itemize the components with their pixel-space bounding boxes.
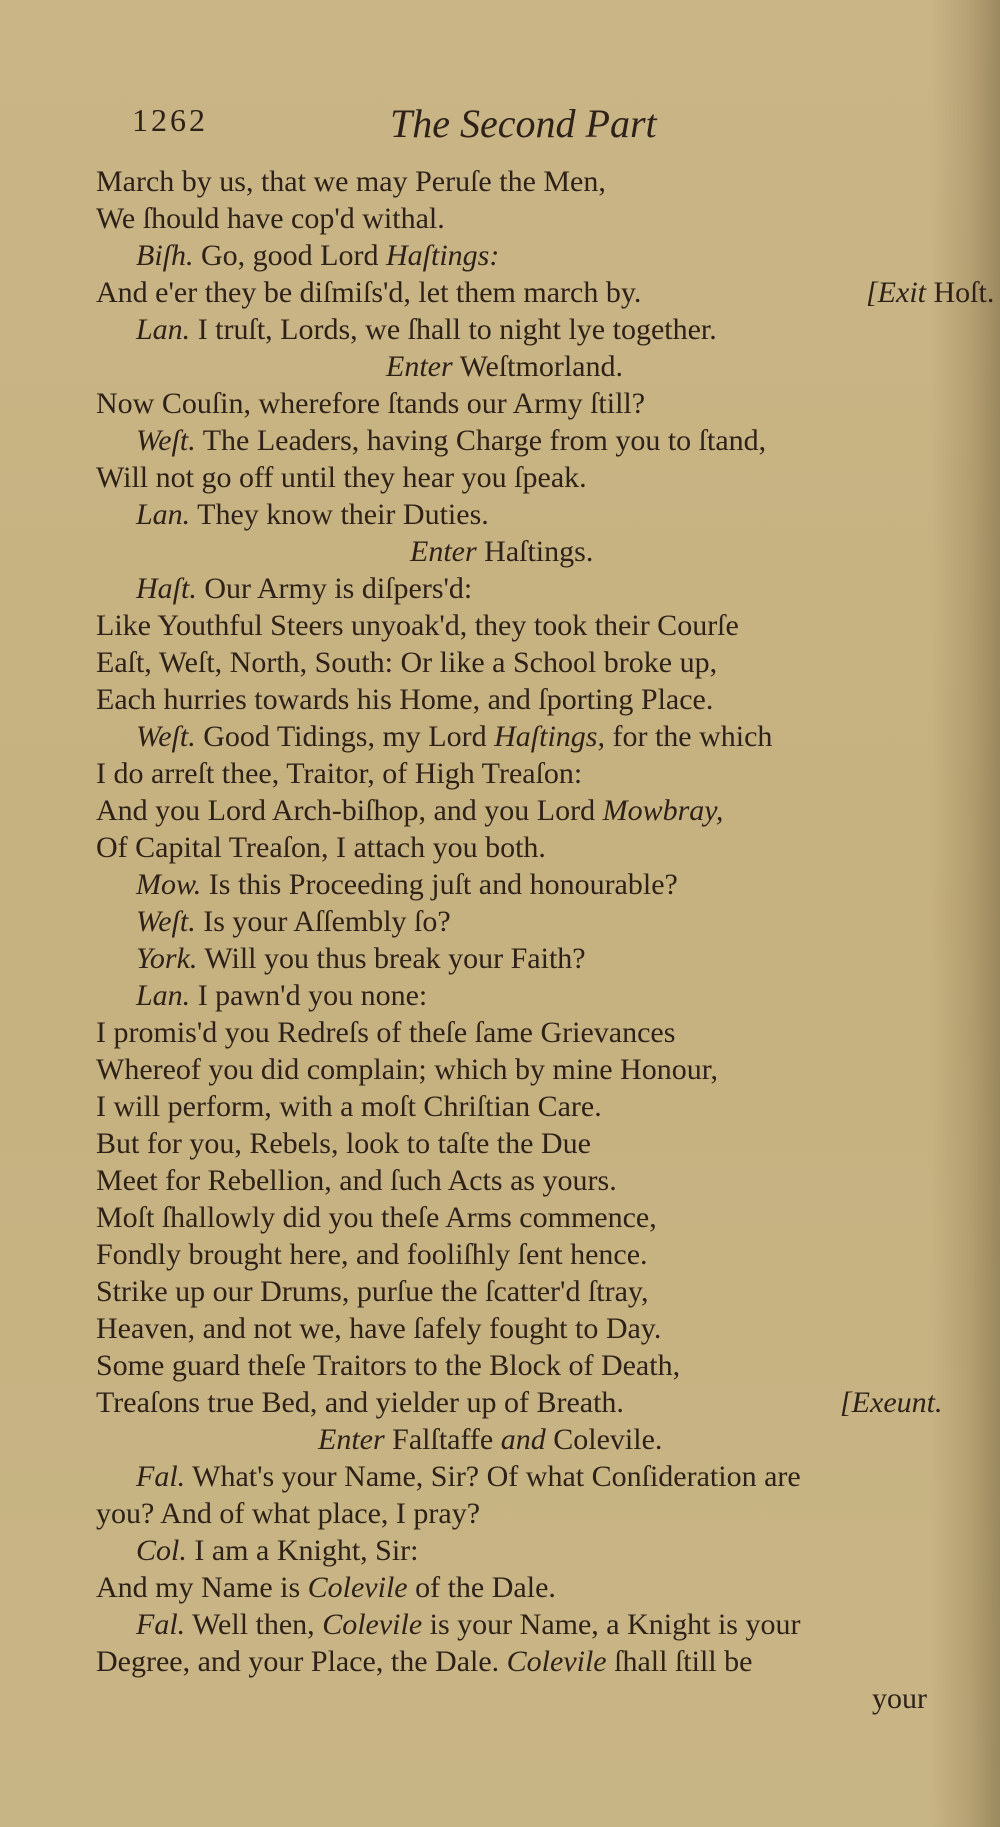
verse-line [0,644,1000,681]
verse-line [0,1273,1000,1310]
speech-line [0,1458,1000,1495]
line-text: We ſhould have cop'd withal. [96,202,445,235]
speech-line [0,866,1000,903]
line-text: Degree, and your Place, the Dale. [96,1645,507,1678]
line-text: Will not go off until they hear you ſpeak. [96,461,587,494]
line-text: I truſt, Lords, we ſhall to night lye together. [190,313,717,346]
line-text: is your Name, a Knight is your [422,1608,801,1641]
line-text: What's your Name, Sir? Of what Conſideration are [185,1460,801,1493]
line-text: I pawn'd you none: [190,979,428,1012]
line-text: of the Dale. [407,1571,556,1604]
verse-line [0,1347,1000,1384]
verse-line [0,1569,1000,1606]
exit-direction [866,274,994,311]
speech-line [0,237,1000,274]
speaker-name: York. [136,942,198,975]
direction-italic: Enter [386,350,453,383]
line-text: They know their Duties. [190,498,489,531]
direction-text: Haſtings. [476,535,594,568]
speaker-name: Weſt. [136,720,196,753]
play-text [0,163,1000,1717]
line-text: Well then, [185,1608,323,1641]
speech-line [0,940,1000,977]
exit-italic: [Exeunt. [840,1386,943,1419]
italic-word: Colevile [322,1608,423,1641]
speaker-name: Biſh. [136,239,194,272]
line-text: Now Couſin, wherefore ſtands our Army ſtill? [96,387,646,420]
line-text: I am a Knight, Sir: [186,1534,419,1567]
line-text: Of Capital Treaſon, I attach you both. [96,831,546,864]
speaker-name: Lan. [136,498,191,531]
line-text: March by us, that we may Peruſe the Men, [96,165,606,198]
verse-line [0,1495,1000,1532]
speaker-name: Lan. [136,979,191,1012]
stage-direction [0,533,1000,570]
running-title: The Second Part [390,101,657,146]
line-text: Some guard theſe Traitors to the Block of Death, [96,1349,681,1382]
speaker-name: Haſt. [136,572,197,605]
italic-word: Haſtings: [385,239,500,272]
verse-line [0,385,1000,422]
verse-line [0,1236,1000,1273]
line-text: And you Lord Arch-biſhop, and you Lord [96,794,603,827]
direction-italic: and [500,1423,546,1456]
speech-line [0,718,1000,755]
italic-word: Colevile [506,1645,607,1678]
line-text: Is your Aſſembly ſo? [195,905,451,938]
line-text: I will perform, with a moſt Chriſtian Care. [96,1090,602,1123]
italic-word: Colevile [307,1571,408,1604]
verse-line [0,200,1000,237]
direction-italic: Enter [410,535,477,568]
line-text: Fondly brought here, and fooliſhly ſent hence. [96,1238,648,1271]
line-text: Will you thus break your Faith? [197,942,586,975]
page-number: 1262 [132,102,208,138]
speech-line [0,570,1000,607]
speech-line [0,1532,1000,1569]
verse-line [0,1014,1000,1051]
speaker-name: Weſt. [136,905,196,938]
verse-line [0,1088,1000,1125]
verse-line [0,607,1000,644]
verse-line [0,1643,1000,1680]
speech-line [0,496,1000,533]
running-head [132,100,982,150]
line-text: Eaſt, Weſt, North, South: Or like a School broke up, [96,646,718,679]
line-text: Go, good Lord [193,239,386,272]
speaker-name: Weſt. [136,424,196,457]
speaker-name: Fal. [136,1460,186,1493]
line-text: Like Youthful Steers unyoak'd, they took their Courſe [96,609,739,642]
line-text: Treaſons true Bed, and yielder up of Breath. [96,1386,624,1419]
line-text: I promis'd you Redreſs of theſe ſame Grievances [96,1016,676,1049]
line-text: But for you, Rebels, look to taſte the Due [96,1127,591,1160]
line-text: Whereof you did complain; which by mine Honour, [96,1053,718,1086]
direction-italic: Enter [318,1423,385,1456]
stage-direction [0,348,1000,385]
verse-line [0,1125,1000,1162]
verse-line [0,792,1000,829]
verse-line [0,681,1000,718]
verse-line [0,1051,1000,1088]
stage-direction [0,1421,1000,1458]
line-text: Our Army is diſpers'd: [196,572,473,605]
line-text: Moſt ſhallowly did you theſe Arms commence, [96,1201,657,1234]
line-text: Meet for Rebellion, and ſuch Acts as yours. [96,1164,617,1197]
italic-word: Mowbray, [602,794,724,827]
speaker-name: Lan. [136,313,191,346]
line-text: And my Name is [96,1571,308,1604]
line-text: And e'er they be diſmiſs'd, let them march by. [96,276,642,309]
catchword-text: your [872,1682,927,1715]
verse-line [0,755,1000,792]
catchword [0,1680,1000,1717]
exit-text: Hoſt. [926,276,995,309]
line-text: Heaven, and not we, have ſafely fought to Day. [96,1312,662,1345]
line-text: Good Tidings, my Lord [195,720,495,753]
speech-line [0,903,1000,940]
speech-line [0,1606,1000,1643]
direction-text: Falſtaffe [384,1423,501,1456]
speech-line [0,311,1000,348]
line-text: The Leaders, having Charge from you to ſtand, [195,424,767,457]
verse-line [0,163,1000,200]
speech-line [0,422,1000,459]
speech-line [0,977,1000,1014]
line-text: ſhall ſtill be [606,1645,753,1678]
line-text: Strike up our Drums, purſue the ſcatter'd ſtray, [96,1275,649,1308]
verse-line [0,829,1000,866]
line-text: Each hurries towards his Home, and ſporting Place. [96,683,714,716]
verse-line [0,1162,1000,1199]
line-text: for the which [604,720,773,753]
verse-line [0,459,1000,496]
line-text: I do arreſt thee, Traitor, of High Treaſon: [96,757,583,790]
speaker-name: Fal. [136,1608,186,1641]
italic-word: Haſtings, [494,720,605,753]
line-text: you? And of what place, I pray? [96,1497,481,1530]
speaker-name: Mow. [136,868,202,901]
verse-line [0,1310,1000,1347]
verse-line [0,274,1000,311]
speaker-name: Col. [136,1534,187,1567]
exit-italic: [Exit [866,276,926,309]
verse-line [0,1384,1000,1421]
direction-text: Weſtmorland. [452,350,623,383]
verse-line [0,1199,1000,1236]
line-text: Is this Proceeding juſt and honourable? [201,868,678,901]
exit-direction [840,1384,942,1421]
direction-text: Colevile. [545,1423,663,1456]
